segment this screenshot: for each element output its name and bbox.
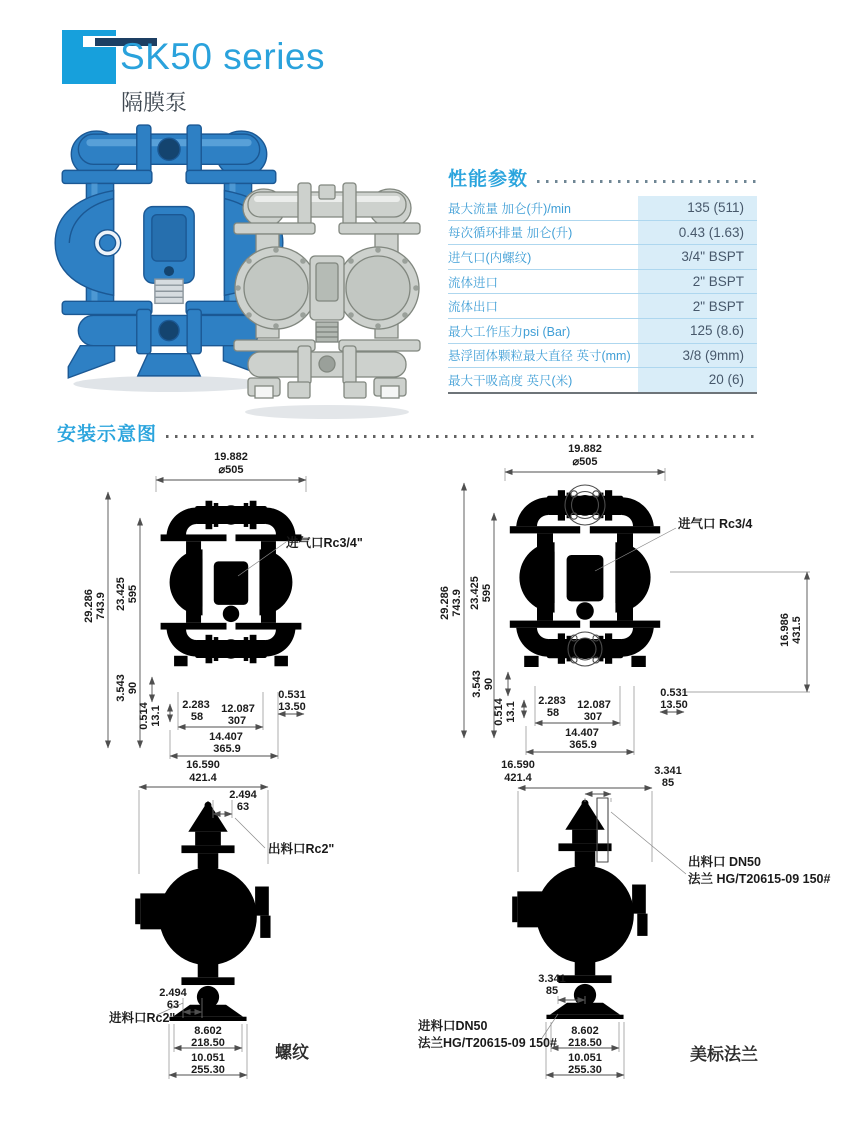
dim-top-mm: ⌀505 xyxy=(218,464,244,476)
label-outlet-line1: 出料口 DN50 xyxy=(688,855,761,869)
page-title: SK50 series xyxy=(120,36,325,77)
spec-label: 流体出口 xyxy=(448,300,499,315)
drawing-side-threaded xyxy=(85,756,405,1091)
label-air-inlet: 进气口Rc3/4" xyxy=(286,536,363,550)
dim-h2-inch: 23.425 xyxy=(469,576,481,610)
spec-label: 悬浮固体颗粒最大直径 英寸(mm) xyxy=(448,349,631,364)
dim-w2-inch: 12.087 xyxy=(221,703,255,715)
dim-inlet-offset-mm: 63 xyxy=(166,999,180,1011)
steel-pump-art xyxy=(234,183,420,419)
table-row xyxy=(448,270,757,295)
pump-art xyxy=(512,798,647,1019)
dim-outlet-offset-mm: 63 xyxy=(236,801,250,813)
dim-outlet-offset-inch: 2.494 xyxy=(229,789,257,801)
label-inlet-line1: 进料口DN50 xyxy=(418,1019,488,1033)
drawing-side-flanged xyxy=(400,752,860,1092)
spec-value: 135 (511) xyxy=(638,196,757,220)
table-row xyxy=(448,368,757,392)
dim-base1-mm: 218.50 xyxy=(568,1037,602,1049)
dim-h1-inch: 29.286 xyxy=(83,589,95,623)
product-photo-steel-pump xyxy=(224,170,430,420)
table-row xyxy=(448,196,757,221)
dim-w3-mm: 365.9 xyxy=(213,743,241,755)
spec-value: 3/8 (9mm) xyxy=(638,344,757,368)
dim-h4-mm: 13.1 xyxy=(150,705,162,727)
dim-h4-mm: 13.1 xyxy=(505,701,517,723)
dim-top-mm: ⌀505 xyxy=(572,456,598,468)
caption-threaded: 螺纹 xyxy=(275,1043,309,1062)
dim-w1-mm: 58 xyxy=(190,711,204,723)
dim-h1-inch: 29.286 xyxy=(439,586,451,620)
spec-label: 最大干吸高度 英尺(米) xyxy=(448,373,573,388)
dim-base1-inch: 8.602 xyxy=(571,1025,599,1037)
spec-dotted-leader xyxy=(537,180,757,183)
dim-r1-mm: 13.50 xyxy=(660,699,688,711)
dim-w1-inch: 2.283 xyxy=(538,695,566,707)
spec-heading-row xyxy=(448,164,757,191)
dim-h4-inch: 0.514 xyxy=(493,698,505,726)
table-row xyxy=(448,319,757,344)
label-outlet-line2: 法兰 HG/T20615-09 150# xyxy=(688,872,831,886)
spec-heading: 性能参数 xyxy=(448,169,529,190)
dim-base2-inch: 10.051 xyxy=(568,1052,602,1064)
dim-w2-inch: 12.087 xyxy=(577,699,611,711)
dim-width-mm: 421.4 xyxy=(504,772,532,784)
dim-base2-inch: 10.051 xyxy=(191,1052,225,1064)
dim-h3-mm: 90 xyxy=(127,681,139,695)
drawing-front-flanged xyxy=(420,438,860,768)
spec-value: 0.43 (1.63) xyxy=(638,221,757,245)
dim-base1-inch: 8.602 xyxy=(194,1025,222,1037)
dim-r1-mm: 13.50 xyxy=(278,701,306,713)
spec-table xyxy=(448,196,757,394)
pump-art xyxy=(161,501,302,670)
table-row xyxy=(448,344,757,369)
dim-w1-inch: 2.283 xyxy=(182,699,210,711)
caption-ansi-flange: 美标法兰 xyxy=(690,1045,758,1064)
dim-base2-mm: 255.30 xyxy=(191,1064,225,1076)
spec-value: 2" BSPT xyxy=(638,270,757,294)
dim-base1-mm: 218.50 xyxy=(191,1037,225,1049)
dim-w2-mm: 307 xyxy=(227,715,247,727)
spec-table-section xyxy=(448,164,757,394)
dim-h1-mm: 743.9 xyxy=(95,592,107,620)
dim-h3-inch: 3.543 xyxy=(471,670,483,698)
brand-logo-icon xyxy=(62,30,116,84)
dim-h1-mm: 743.9 xyxy=(451,589,463,617)
table-row xyxy=(448,221,757,246)
dim-width-inch: 16.590 xyxy=(186,759,220,771)
spec-value: 125 (8.6) xyxy=(638,319,757,343)
dim-w3-mm: 365.9 xyxy=(569,739,597,751)
label-inlet-line2: 法兰HG/T20615-09 150# xyxy=(418,1036,557,1050)
drawing-front-threaded xyxy=(68,446,403,764)
dim-inlet-offset-inch: 3.341 xyxy=(538,973,566,985)
pump-art xyxy=(510,485,660,671)
table-row xyxy=(448,294,757,319)
dim-inlet-offset-inch: 2.494 xyxy=(159,987,187,999)
dim-h3-mm: 90 xyxy=(483,677,495,691)
dim-h2-mm: 595 xyxy=(481,583,493,603)
spec-label: 最大工作压力psi (Bar) xyxy=(448,324,571,339)
spec-label: 每次循环排量 加仑(升) xyxy=(448,226,573,241)
dim-outlet-offset-inch: 3.341 xyxy=(654,765,682,777)
dim-h2-inch: 23.425 xyxy=(115,577,127,611)
dim-r1-inch: 0.531 xyxy=(660,687,688,699)
dim-w1-mm: 58 xyxy=(546,707,560,719)
label-inlet: 进料口Rc2" xyxy=(109,1011,176,1025)
dim-h3-inch: 3.543 xyxy=(115,674,127,702)
dim-inlet-offset-mm: 85 xyxy=(545,985,559,997)
install-heading: 安装示意图 xyxy=(57,424,158,445)
page-subtitle: 隔膜泵 xyxy=(121,90,188,115)
spec-value: 3/4" BSPT xyxy=(638,245,757,269)
dim-rh-inch: 16.986 xyxy=(779,613,791,647)
table-row xyxy=(448,245,757,270)
dim-top-inch: 19.882 xyxy=(214,451,248,463)
label-outlet: 出料口Rc2" xyxy=(268,842,335,856)
dim-top-inch: 19.882 xyxy=(568,443,602,455)
spec-label: 流体进口 xyxy=(448,275,499,290)
dim-w2-mm: 307 xyxy=(583,711,603,723)
dim-w3-inch: 14.407 xyxy=(209,731,243,743)
dim-outlet-offset-mm: 85 xyxy=(661,777,675,789)
label-air-inlet: 进气口 Rc3/4 xyxy=(678,517,753,531)
dim-rh-mm: 431.5 xyxy=(791,616,803,644)
dim-r1-inch: 0.531 xyxy=(278,689,306,701)
dim-w3-inch: 14.407 xyxy=(565,727,599,739)
spec-value: 2" BSPT xyxy=(638,294,757,318)
dim-h2-mm: 595 xyxy=(127,584,139,604)
spec-label: 最大流量 加仑(升)/min xyxy=(448,201,571,216)
spec-value: 20 (6) xyxy=(638,368,757,392)
dim-h4-inch: 0.514 xyxy=(138,702,150,730)
dim-base2-mm: 255.30 xyxy=(568,1064,602,1076)
dim-width-inch: 16.590 xyxy=(501,759,535,771)
dim-width-mm: 421.4 xyxy=(189,772,217,784)
pump-art xyxy=(135,801,270,1021)
spec-label: 进气口(内螺纹) xyxy=(448,250,532,265)
